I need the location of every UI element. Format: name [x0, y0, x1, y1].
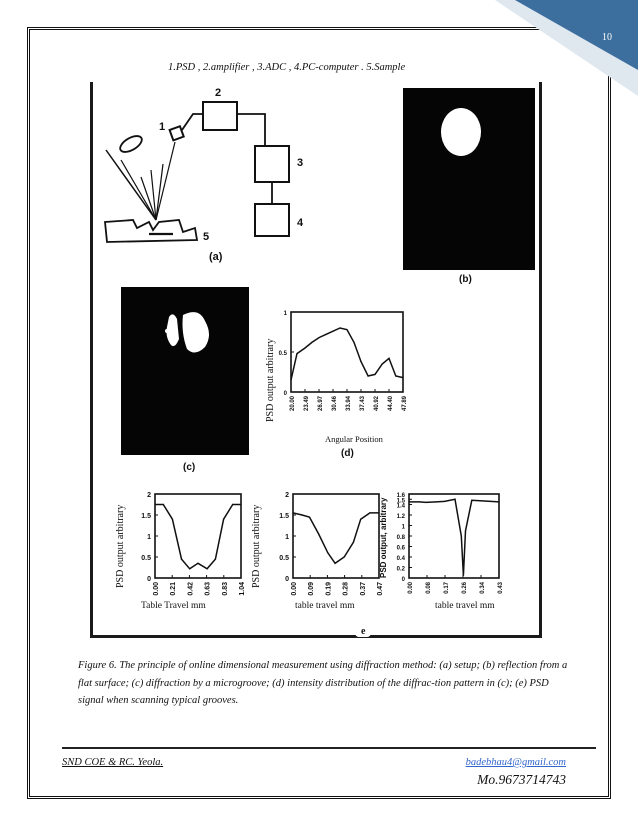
data-point — [304, 347, 305, 348]
panel-label-b: (b) — [459, 274, 472, 285]
figure-caption: Figure 6. The principle of online dimensional measurement using diffraction method: (a) setup; (b) reflection from a flat surface; (c) diffraction by a microgroove; (d) intensity distribution of the diffrac-tion pattern in (c); (e) PSD signal when scanning typical grooves. — [78, 660, 568, 706]
y-tick-label: 0 — [147, 576, 151, 583]
x-tick-label: 0.00 — [291, 582, 298, 596]
diffraction-image — [121, 287, 249, 455]
amplifier-box — [203, 102, 237, 130]
lens — [118, 133, 145, 155]
x-tick-label: 47.89 — [402, 396, 408, 412]
x-tick-label: 23.49 — [304, 396, 310, 412]
data-point — [490, 501, 491, 502]
reflection-image — [403, 88, 535, 270]
data-point — [408, 501, 409, 502]
y-tick-label: 1 — [147, 534, 151, 541]
data-point — [344, 556, 345, 557]
x-tick-label: 1.04 — [239, 582, 246, 596]
plot-frame — [155, 494, 241, 578]
y-tick-label: 0.5 — [279, 555, 289, 562]
series-line — [291, 328, 403, 380]
y-tick-label: 1.5 — [141, 513, 151, 520]
chart-d-intensity — [261, 304, 421, 424]
data-point — [419, 501, 420, 502]
data-point — [346, 329, 347, 330]
chart-e3-ylabel: PSD output, arbitrary — [379, 497, 388, 578]
data-point — [334, 563, 335, 564]
plot-frame — [409, 494, 499, 578]
y-tick-label: 2 — [147, 492, 151, 499]
y-tick-label: 0 — [285, 576, 289, 583]
data-point — [471, 500, 472, 501]
x-tick-label: 37.43 — [360, 396, 366, 412]
y-tick-label: 0.5 — [141, 555, 151, 562]
chart-d-ylabel: PSD output arbitrary — [265, 338, 276, 422]
data-point — [290, 379, 291, 380]
x-tick-label: 0.42 — [187, 582, 195, 596]
data-point — [302, 514, 303, 515]
data-point — [206, 568, 207, 569]
data-point — [318, 533, 319, 534]
setup-label-4: 4 — [297, 217, 304, 229]
data-point — [232, 504, 233, 505]
y-tick-label: 1.4 — [396, 503, 405, 510]
data-point — [353, 342, 354, 343]
data-point — [368, 375, 369, 376]
setup-diagram — [93, 82, 393, 272]
y-tick-label: 0.5 — [278, 351, 287, 357]
data-point — [463, 575, 464, 576]
panel-label-d: (d) — [341, 448, 354, 459]
y-tick-label: 1.6 — [396, 493, 405, 499]
data-point — [374, 374, 375, 375]
y-tick-label: 1.5 — [279, 513, 289, 520]
x-tick-label: 33.94 — [346, 396, 352, 412]
data-point — [360, 361, 361, 362]
footer-email-link[interactable]: badebhau4@gmail.com — [465, 757, 566, 768]
setup-label-2: 2 — [215, 87, 222, 99]
data-point — [240, 504, 241, 505]
data-point — [318, 337, 319, 338]
data-point — [353, 542, 354, 543]
legend-caption: 1.PSD , 2.amplifier , 3.ADC , 4.PC-computer . 5.Sample — [168, 62, 406, 73]
data-point — [395, 375, 396, 376]
chart-e3-psd — [379, 486, 511, 610]
x-tick-label: 0.83 — [221, 582, 229, 596]
x-tick-label: 40.92 — [374, 396, 380, 412]
data-point — [296, 353, 297, 354]
x-tick-label: 0.43 — [498, 582, 504, 594]
setup-label-3: 3 — [297, 157, 304, 169]
sample — [105, 220, 197, 242]
data-point — [339, 327, 340, 328]
series-line — [155, 505, 241, 569]
x-tick-label: 0.21 — [170, 582, 178, 596]
x-tick-label: 0.47 — [377, 582, 384, 596]
x-tick-label: 0.08 — [426, 582, 432, 594]
data-point — [382, 363, 383, 364]
chart-e1-xlabel: Table Travel mm — [141, 601, 206, 611]
panel-label-e: e — [355, 626, 371, 637]
data-point — [454, 499, 455, 500]
chart-e2-xlabel: table travel mm — [295, 601, 355, 611]
y-tick-label: 2 — [285, 492, 289, 499]
data-point — [369, 512, 370, 513]
pc-box — [255, 204, 289, 236]
plot-frame — [291, 312, 403, 392]
data-point — [480, 500, 481, 501]
data-point — [189, 568, 190, 569]
x-tick-label: 0.26 — [462, 582, 468, 594]
footer-institution: SND COE & RC. Yeola. — [62, 757, 164, 768]
chart-e3-xlabel: table travel mm — [435, 601, 495, 611]
x-tick-label: 0.19 — [325, 582, 333, 596]
data-point — [498, 501, 499, 502]
chart-e2-psd — [271, 486, 389, 610]
data-point — [325, 334, 326, 335]
x-tick-label: 0.17 — [444, 582, 450, 594]
data-point — [332, 331, 333, 332]
data-point — [154, 504, 155, 505]
page-number: 10 — [602, 32, 612, 43]
data-point — [402, 377, 403, 378]
diffraction-spots — [121, 287, 249, 455]
data-point — [163, 504, 164, 505]
y-tick-label: 1 — [283, 311, 287, 317]
series-line — [409, 499, 499, 575]
data-point — [181, 559, 182, 560]
data-point — [215, 559, 216, 560]
setup-label-5: 5 — [203, 231, 210, 243]
data-point — [461, 535, 462, 536]
chart-e1-psd — [133, 486, 251, 610]
panel-label-c: (c) — [183, 462, 196, 473]
plot-frame — [293, 494, 379, 578]
panel-label-a: (a) — [209, 251, 223, 263]
y-tick-label: 1 — [401, 524, 405, 531]
data-point — [444, 501, 445, 502]
x-tick-label: 0.63 — [204, 582, 212, 596]
y-tick-label: 0 — [283, 391, 287, 397]
figure-panel — [90, 82, 542, 638]
x-tick-label: 0.09 — [308, 582, 316, 596]
x-tick-label: 0.00 — [408, 582, 414, 594]
chart-e1-ylabel: PSD output arbitrary — [115, 504, 126, 588]
data-point — [425, 502, 426, 503]
x-tick-label: 44.40 — [388, 396, 394, 412]
y-tick-label: 0.8 — [396, 535, 405, 541]
y-tick-label: 1.2 — [396, 514, 405, 520]
setup-label-1: 1 — [159, 121, 166, 133]
y-tick-label: 1 — [285, 534, 289, 541]
data-point — [311, 342, 312, 343]
series-line — [293, 513, 379, 563]
chart-e2-ylabel: PSD output arbitrary — [251, 504, 262, 588]
psd-box — [170, 126, 184, 140]
x-tick-label: 0.00 — [153, 582, 160, 596]
y-tick-label: 0.4 — [396, 556, 405, 562]
data-point — [172, 519, 173, 520]
x-tick-label: 30.46 — [332, 396, 338, 412]
data-point — [388, 358, 389, 359]
y-tick-label: 1.5 — [396, 498, 405, 505]
data-point — [436, 501, 437, 502]
data-point — [197, 563, 198, 564]
chart-d-xlabel: Angular Position — [325, 434, 383, 444]
adc-box — [255, 146, 289, 182]
x-tick-label: 20.00 — [290, 396, 296, 412]
data-point — [465, 530, 466, 531]
footer-divider — [62, 747, 596, 749]
data-point — [309, 517, 310, 518]
footer-phone: Mo.9673714743 — [477, 772, 566, 787]
reflection-spot — [441, 108, 481, 156]
x-tick-label: 0.28 — [342, 582, 350, 596]
data-point — [360, 519, 361, 520]
x-tick-label: 26.97 — [318, 396, 324, 412]
y-tick-label: 0.2 — [396, 566, 405, 573]
data-point — [223, 519, 224, 520]
data-point — [327, 552, 328, 553]
x-tick-label: 0.34 — [480, 582, 486, 594]
y-tick-label: 0 — [401, 577, 405, 583]
data-point — [292, 512, 293, 513]
y-tick-label: 0.6 — [396, 545, 405, 552]
x-tick-label: 0.37 — [359, 582, 367, 596]
